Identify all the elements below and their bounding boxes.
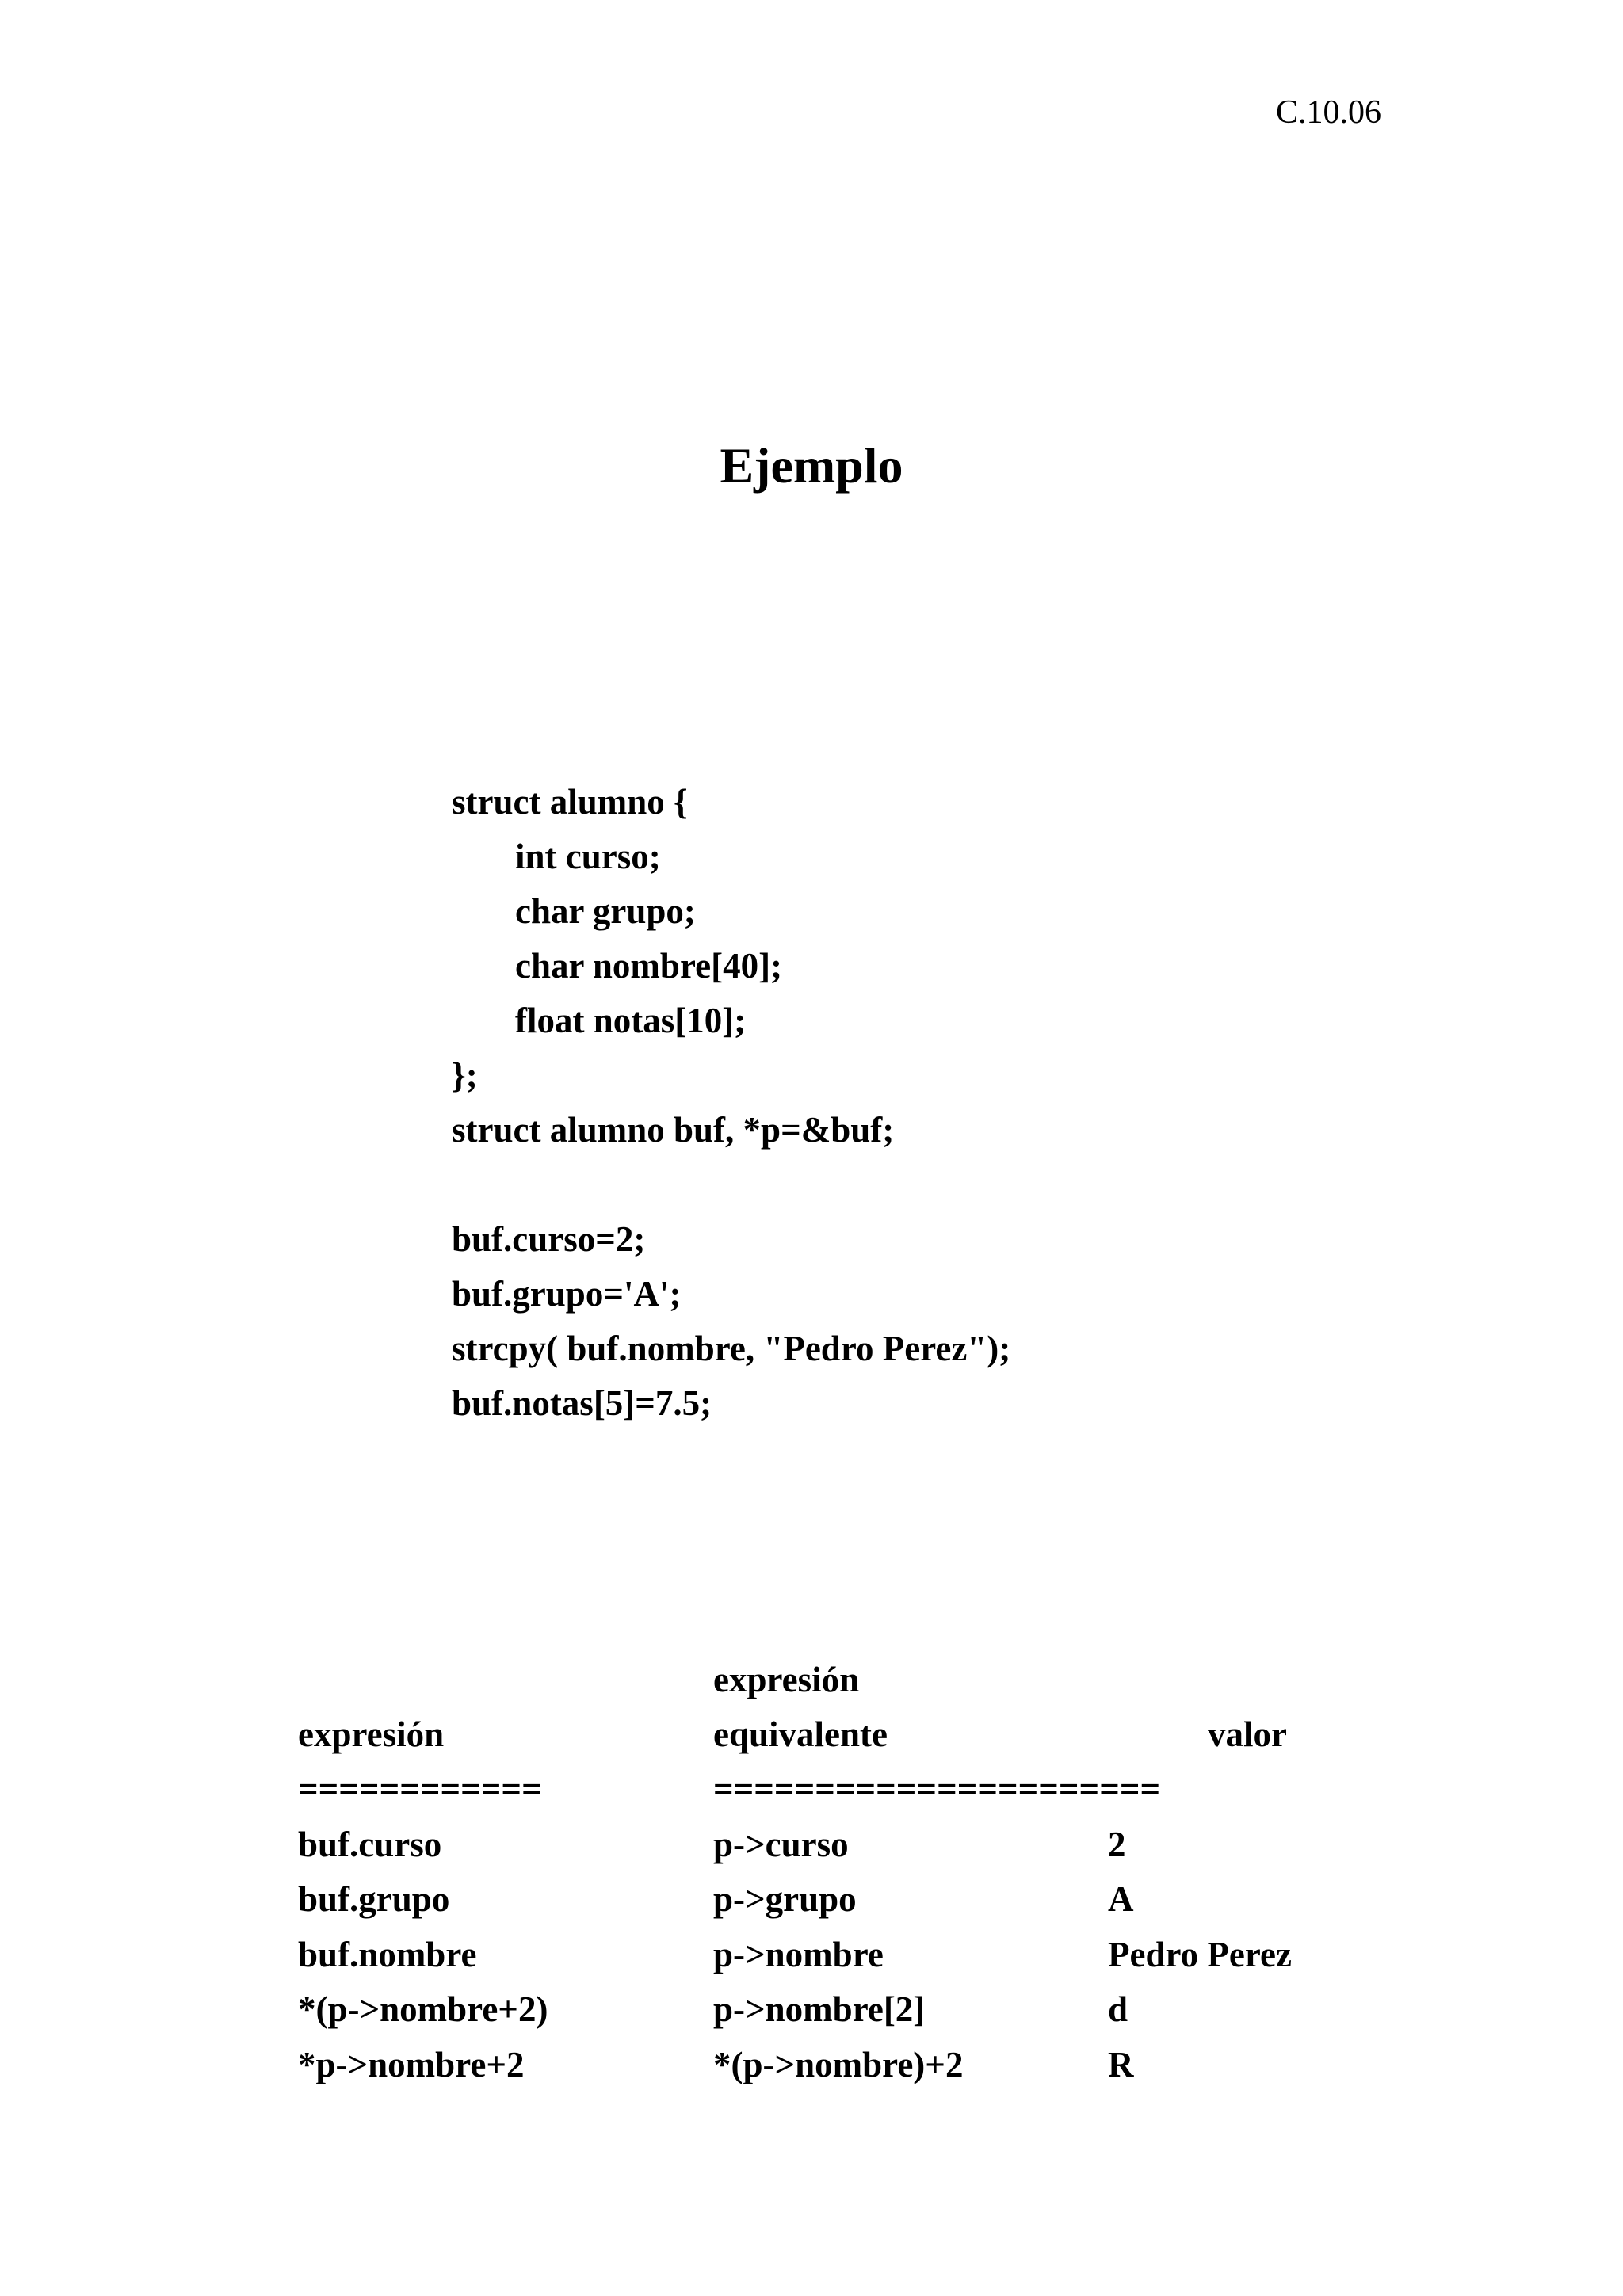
header-value: valor xyxy=(1208,1714,1287,1754)
code-line: char grupo; xyxy=(515,891,696,931)
cell-value: A xyxy=(1108,1879,1134,1919)
cell-equiv: p->grupo xyxy=(713,1879,857,1919)
separator-left: ============ xyxy=(298,1769,542,1809)
cell-expr: *(p->nombre+2) xyxy=(298,1989,548,2029)
header-equiv-top: expresión xyxy=(713,1660,860,1699)
cell-equiv: p->nombre[2] xyxy=(713,1989,926,2029)
cell-value: d xyxy=(1108,1989,1128,2029)
code-line: char nombre[40]; xyxy=(515,946,783,986)
code-line: float notas[10]; xyxy=(515,1001,747,1040)
code-line: strcpy( buf.nombre, "Pedro Perez"); xyxy=(452,1329,1011,1368)
page-title: Ejemplo xyxy=(720,437,903,494)
cell-expr: buf.grupo xyxy=(298,1879,450,1919)
cell-expr: *p->nombre+2 xyxy=(298,2045,525,2084)
cell-equiv: p->nombre xyxy=(713,1935,884,1974)
cell-value: 2 xyxy=(1108,1825,1126,1864)
separator-right: ====================== xyxy=(713,1769,1161,1809)
cell-equiv: p->curso xyxy=(713,1825,849,1864)
code-line: buf.curso=2; xyxy=(452,1219,646,1259)
header-expr: expresión xyxy=(298,1714,445,1754)
page-code: C.10.06 xyxy=(1276,94,1382,131)
code-line: int curso; xyxy=(515,837,661,876)
code-line: struct alumno { xyxy=(452,782,688,822)
cell-equiv: *(p->nombre)+2 xyxy=(713,2045,964,2084)
code-line: buf.grupo='A'; xyxy=(452,1274,682,1314)
header-equiv-bottom: equivalente xyxy=(713,1714,888,1754)
cell-value: R xyxy=(1108,2045,1134,2084)
cell-expr: buf.nombre xyxy=(298,1935,477,1974)
code-line: struct alumno buf, *p=&buf; xyxy=(452,1110,895,1150)
code-line: }; xyxy=(452,1055,478,1095)
code-line: buf.notas[5]=7.5; xyxy=(452,1383,712,1423)
cell-expr: buf.curso xyxy=(298,1825,442,1864)
cell-value: Pedro Perez xyxy=(1108,1935,1292,1974)
